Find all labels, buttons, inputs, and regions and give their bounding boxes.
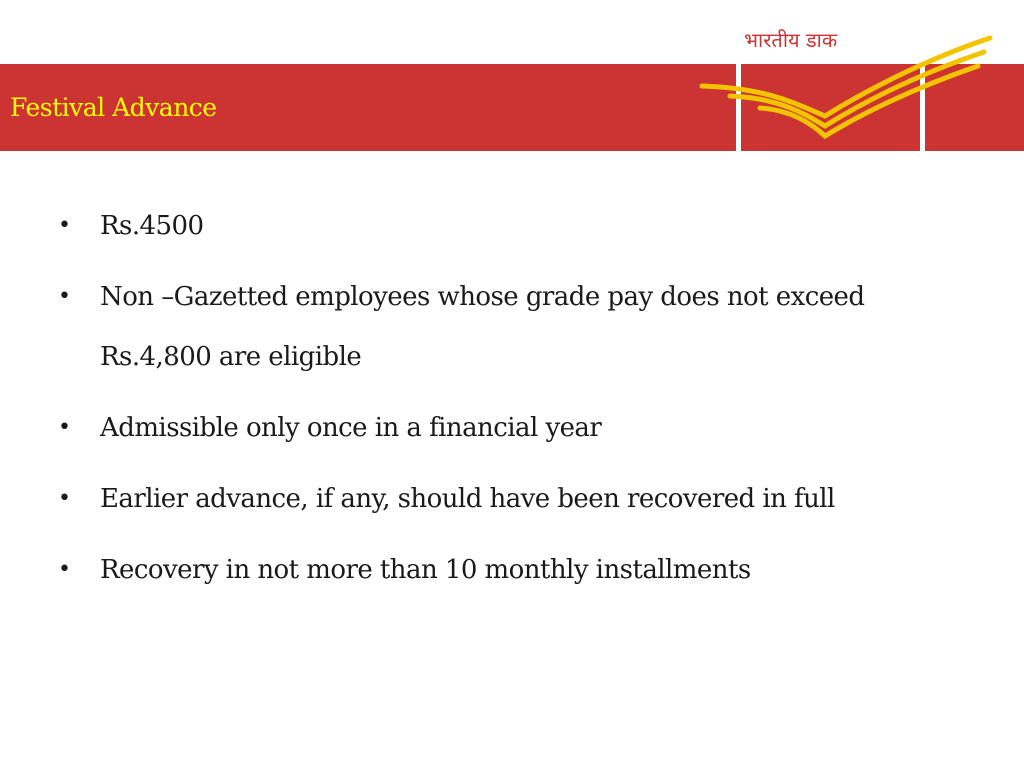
bullet-text: Earlier advance, if any, should have been recovered in full bbox=[100, 484, 835, 514]
bullet-list bbox=[58, 196, 978, 611]
bullet-dot-icon: • bbox=[58, 213, 71, 238]
bullet-text: Recovery in not more than 10 monthly installments bbox=[100, 555, 751, 585]
bullet-dot-icon: • bbox=[58, 415, 71, 440]
slide-title: Festival Advance bbox=[10, 93, 217, 122]
bullet-text: Non –Gazetted employees whose grade pay does not exceed Rs.4,800 are eligible bbox=[100, 282, 865, 372]
bullet-dot-icon: • bbox=[58, 486, 71, 511]
bullet-item bbox=[58, 267, 978, 387]
logo-post-right bbox=[920, 42, 925, 152]
bullet-item bbox=[58, 398, 978, 458]
logo-stripe-2 bbox=[730, 52, 984, 126]
bullet-item bbox=[58, 196, 978, 256]
bullet-item bbox=[58, 540, 978, 600]
bullet-dot-icon: • bbox=[58, 557, 71, 582]
bullet-dot-icon: • bbox=[58, 284, 71, 309]
bullet-text: Admissible only once in a financial year bbox=[100, 413, 602, 443]
bullet-item bbox=[58, 469, 978, 529]
logo-text: भारतीय डाक bbox=[744, 28, 838, 52]
bullet-text: Rs.4500 bbox=[100, 211, 204, 241]
india-post-logo-graphic bbox=[690, 28, 1000, 152]
india-post-logo bbox=[690, 28, 1000, 152]
